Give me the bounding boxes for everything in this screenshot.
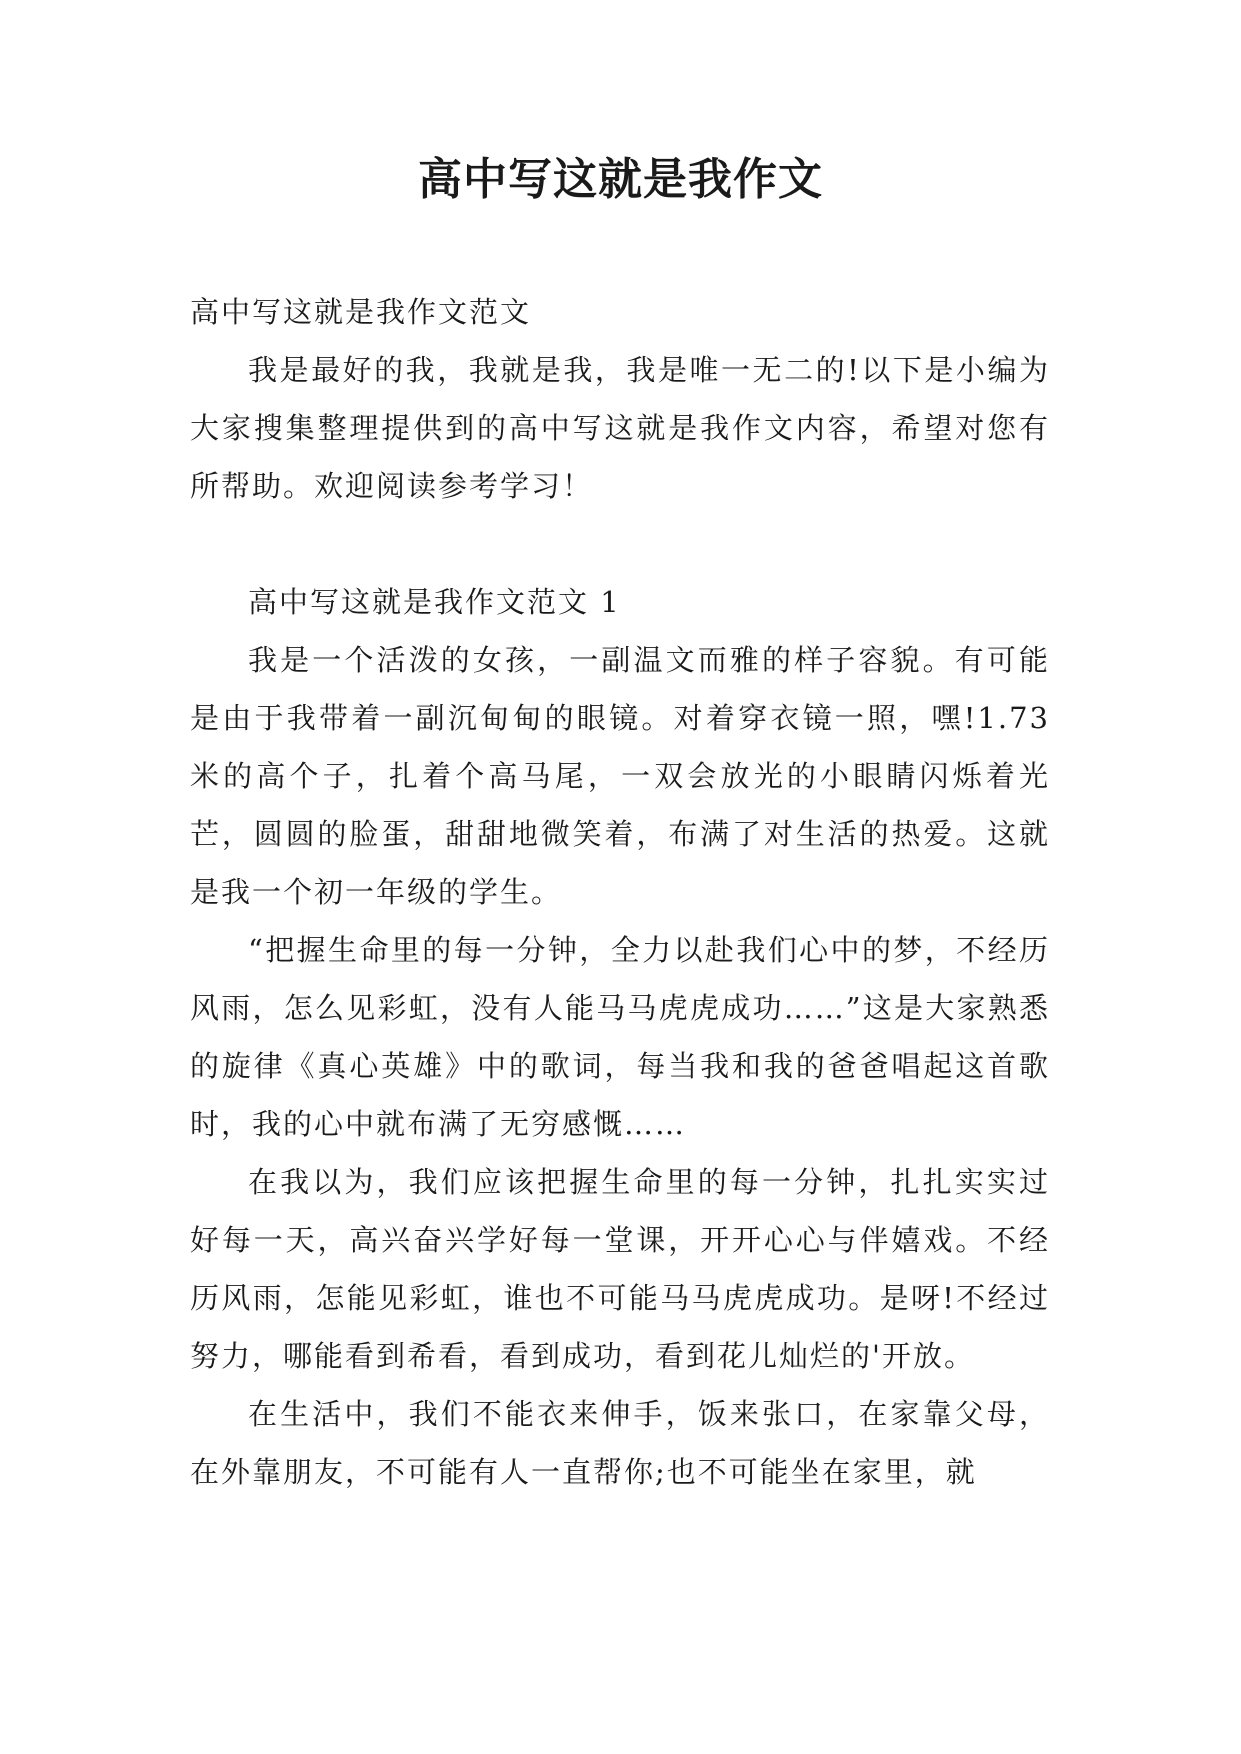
- section-heading: 高中写这就是我作文范文 1: [248, 585, 621, 619]
- body-paragraph: 我是一个活泼的女孩，一副温文而雅的样子容貌。有可能是由于我带着一副沉甸甸的眼镜。对着穿衣镜一照，嘿!1.73 米的高个子，扎着个高马尾，一双会放光的小眼睛闪烁着光芒，圆圆的脸蛋，甜甜地微笑着，布满了对生活的热爱。这就是我一个初一年级的学生。: [190, 643, 1050, 909]
- intro-paragraph: 我是最好的我，我就是我，我是唯一无二的!以下是小编为大家搜集整理提供到的高中写这就是我作文内容，希望对您有所帮助。欢迎阅读参考学习！: [190, 353, 1050, 503]
- body-paragraph: 在生活中，我们不能衣来伸手，饭来张口，在家靠父母，在外靠朋友，不可能有人一直帮你;也不可能坐在家里，就: [190, 1397, 1050, 1489]
- body-paragraph: 在我以为，我们应该把握生命里的每一分钟，扎扎实实过好每一天，高兴奋兴学好每一堂课，开开心心与伴嬉戏。不经历风雨，怎能见彩虹，谁也不可能马马虎虎成功。是呀!不经过努力，哪能看到希看，看到成功，看到花儿灿烂的'开放。: [190, 1165, 1050, 1373]
- document-title: 高中写这就是我作文: [418, 154, 823, 205]
- document-subtitle: 高中写这就是我作文范文: [190, 295, 532, 329]
- document-body: [190, 283, 1050, 1501]
- body-paragraph: “把握生命里的每一分钟，全力以赴我们心中的梦，不经历风雨，怎么见彩虹，没有人能马马虎虎成功……”这是大家熟悉的旋律《真心英雄》中的歌词，每当我和我的爸爸唱起这首歌时，我的心中就布满了无穷感慨……: [190, 933, 1050, 1141]
